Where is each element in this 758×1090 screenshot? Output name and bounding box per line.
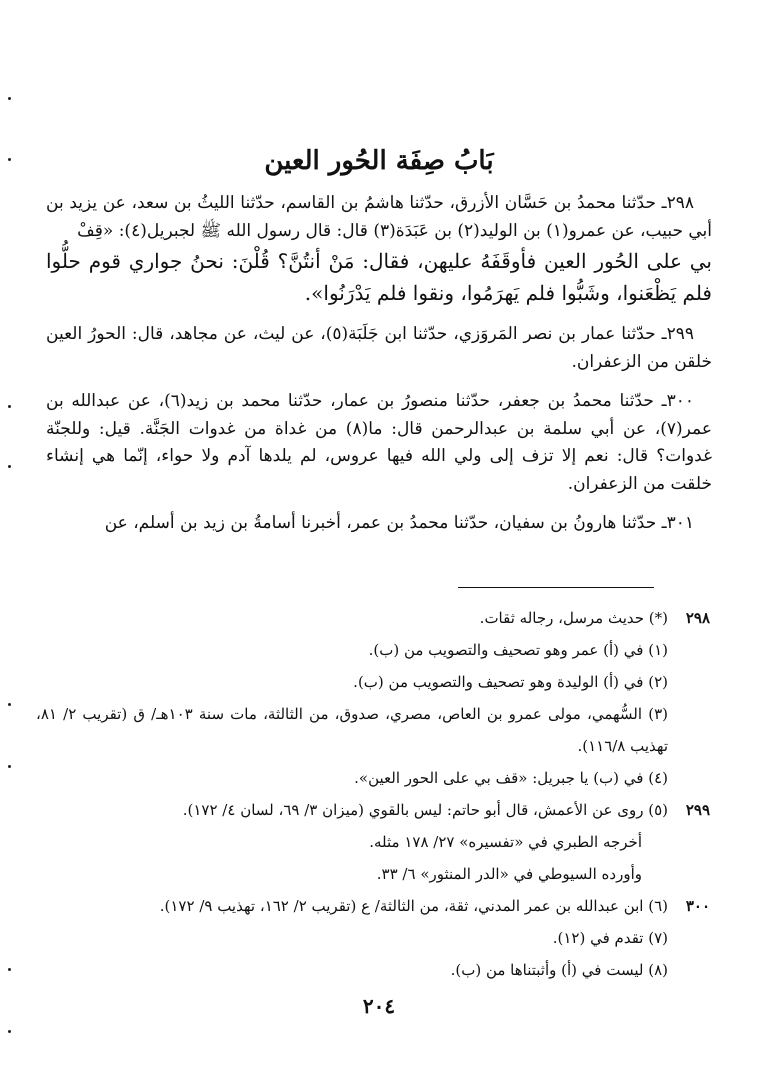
footnote-text: (٥) روى عن الأعمش، قال أبو حاتم: ليس بالقوي (ميزان ٣/ ٦٩، لسان ٤/ ١٧٢).	[182, 801, 668, 819]
footnote-hadith-number	[668, 954, 710, 986]
footnote-hadith-number	[668, 698, 710, 762]
footnote-row	[36, 858, 710, 890]
footnote-hadith-number	[668, 762, 710, 794]
paragraph-301: ٣٠١ـ حدّثنا هارونُ بن سفيان، حدّثنا محمدُ بن عمر، أخبرنا أسامةُ بن زيد بن أسلم، عن	[104, 513, 694, 533]
chapter-title: بَابُ صِفَة الحُور العين	[264, 146, 494, 176]
footnote-row	[36, 794, 710, 826]
scan-speck	[8, 97, 11, 100]
footnote-text: (٢) في (أ) الوليدة وهو تصحيف والتصويب من (ب).	[353, 673, 668, 691]
footnote-row	[36, 762, 710, 794]
footnote-divider	[458, 587, 654, 588]
footnote-row	[36, 954, 710, 986]
footnote-hadith-number: ٢٩٨	[685, 609, 710, 627]
footnote-hadith-number: ٢٩٩	[685, 801, 710, 819]
footnote-row	[36, 634, 710, 666]
scan-speck	[8, 158, 11, 161]
scan-speck	[8, 703, 11, 706]
footnote-text: (٦) ابن عبدالله بن عمر المدني، ثقة، من الثالثة/ ع (تقريب ٢/ ١٦٢، تهذيب ٩/ ١٧٢).	[159, 897, 668, 915]
paragraph-300: ٣٠٠ـ حدّثنا محمدُ بن جعفر، حدّثنا منصورُ بن عمار، حدّثنا محمد بن زيد(٦)، عن عبدالله بن عمر(٧)، عن أبي سلمة بن عبدالرحمن قال: ما(٨) من غداة من غدوات الجَنَّة. قيل: وللجنّة غدوات؟ قال: نعم إلا تزف إلى ولي الله فيها عروس، لم يلدها آدم ولا حواء، إنّما هي إنشاء خلقت من الزعفران.	[46, 391, 712, 494]
paragraph-298b: بي على الحُور العين فأوقَفَهُ عليهن، فقال: مَنْ أنتُنَّ؟ قُلْنَ: نحنُ جواري قوم حلُّوا فلم يَظْعَنوا، وشَبُّوا فلم يَهرَمُوا، ونقوا فلم يَدْرَنُوا».	[46, 249, 713, 305]
footnote-text: (٤) في (ب) يا جبريل: «قف بي على الحور العين».	[354, 769, 668, 787]
footnote-text: (٣) السُّهمي، مولى عمرو بن العاص، مصري، صدوق، من الثالثة، مات سنة ١٠٣هـ/ ق (تقريب ٢/ ٨١، تهذيب ١١٦/٨).	[36, 705, 668, 755]
footnote-text: (*) حديث مرسل، رجاله ثقات.	[479, 609, 668, 627]
footnote-text: وأورده السيوطي في «الدر المنثور» ٦/ ٣٣.	[376, 865, 642, 883]
footnote-row	[36, 922, 710, 954]
scan-speck	[8, 968, 11, 971]
footnote-text: (٧) تقدم في (١٢).	[552, 929, 668, 947]
paragraph-298a: ٢٩٨ـ حدّثنا محمدُ بن حَسَّان الأزرق، حدّثنا هاشمُ بن القاسم، حدّثنا الليثُ بن سعد، عن يزيد بن أبي حبيب، عن عمرو(١) بن الوليد(٢) بن عَبَدَة(٣) قال: قال رسول الله ﷺ لجبريل(٤): «قِفْ	[46, 193, 712, 241]
footnote-row	[36, 826, 710, 858]
footnote-hadith-number	[668, 634, 710, 666]
footnote-row	[36, 666, 710, 698]
main-text	[46, 190, 712, 550]
footnote-hadith-number	[668, 922, 710, 954]
footnote-text: (٨) ليست في (أ) وأثبتناها من (ب).	[450, 961, 668, 979]
footnote-hadith-number	[668, 826, 710, 858]
footnote-text: (١) في (أ) عمر وهو تصحيف والتصويب من (ب).	[368, 641, 668, 659]
scan-speck	[8, 765, 11, 768]
footnotes	[36, 602, 710, 986]
footnote-hadith-number	[668, 666, 710, 698]
footnote-hadith-number: ٣٠٠	[685, 897, 710, 915]
page-number: ٢٠٤	[362, 994, 396, 1018]
footnote-hadith-number	[668, 858, 710, 890]
footnote-row	[36, 602, 710, 634]
scan-speck	[8, 1030, 11, 1033]
scan-speck	[8, 465, 11, 468]
footnote-text: أخرجه الطبري في «تفسيره» ٢٧/ ١٧٨ مثله.	[369, 833, 642, 851]
scan-speck	[8, 405, 11, 408]
paragraph-299: ٢٩٩ـ حدّثنا عمار بن نصر المَروَزي، حدّثنا ابن جَلَبَة(٥)، عن ليث، عن مجاهد، قال: الحورُ العين خلقن من الزعفران.	[46, 324, 712, 372]
footnote-row	[36, 698, 710, 762]
footnote-row	[36, 890, 710, 922]
